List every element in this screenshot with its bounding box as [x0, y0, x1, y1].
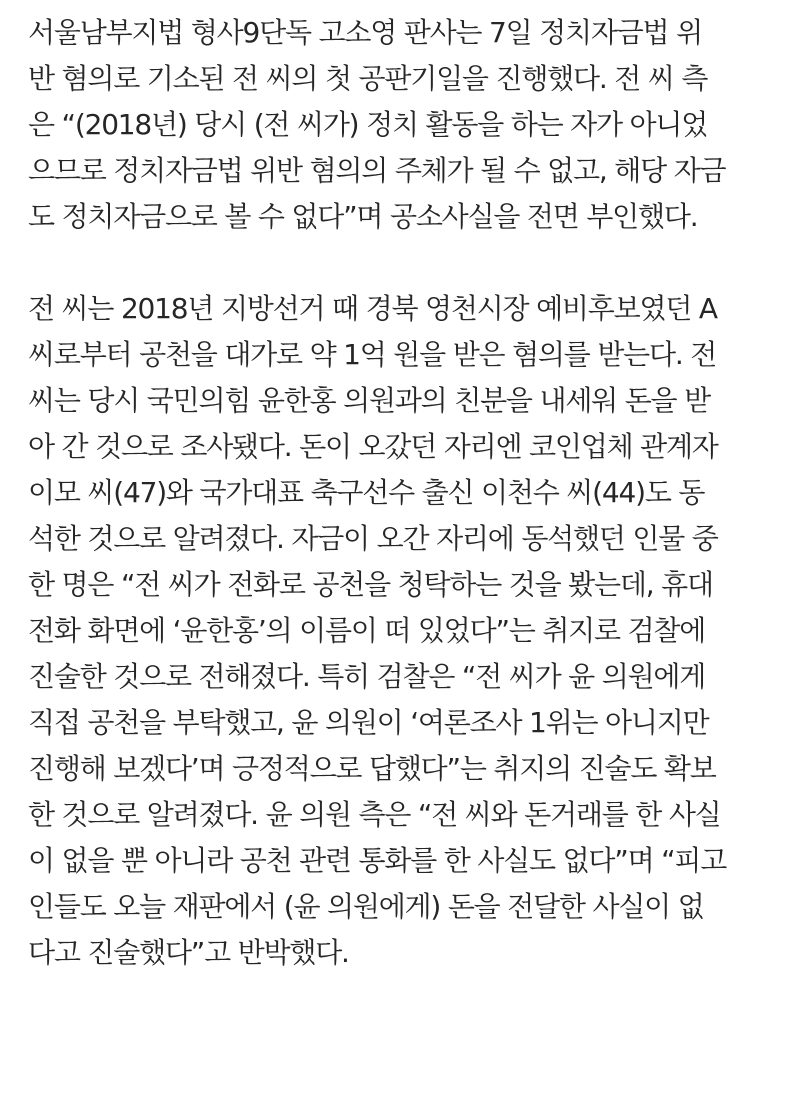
text-line: 으므로 정치자금법 위반 혐의의 주체가 될 수 없고, 해당 자금	[28, 154, 726, 187]
article-body	[28, 10, 778, 976]
text-line: 아 간 것으로 조사됐다. 돈이 오갔던 자리엔 코인업체 관계자	[28, 430, 718, 463]
text-line: 인들도 오늘 재판에서 (윤 의원에게) 돈을 전달한 사실이 없	[28, 890, 704, 923]
text-line: 진행해 보겠다’며 긍정적으로 답했다”는 취지의 진술도 확보	[28, 752, 716, 785]
text-line: 전 씨는 2018년 지방선거 때 경북 영천시장 예비후보였던 A	[28, 292, 717, 325]
text-line: 진술한 것으로 전해졌다. 특히 검찰은 “전 씨가 윤 의원에게	[28, 660, 706, 693]
text-line: 이 없을 뿐 아니라 공천 관련 통화를 한 사실도 없다”며 “피고	[28, 844, 727, 877]
text-line: 다고 진술했다”고 반박했다.	[28, 936, 349, 969]
text-line: 은 “(2018년) 당시 (전 씨가) 정치 활동을 하는 자가 아니었	[28, 108, 708, 141]
text-line: 직접 공천을 부탁했고, 윤 의원이 ‘여론조사 1위는 아니지만	[28, 706, 709, 739]
text-line: 석한 것으로 알려졌다. 자금이 오간 자리에 동석했던 인물 중	[28, 522, 718, 555]
text-line: 서울남부지법 형사9단독 고소영 판사는 7일 정치자금법 위	[28, 16, 702, 49]
paragraph-gap	[28, 240, 778, 286]
text-line: 도 정치자금으로 볼 수 없다”며 공소사실을 전면 부인했다.	[28, 200, 698, 233]
text-line: 반 혐의로 기소된 전 씨의 첫 공판기일을 진행했다. 전 씨 측	[28, 62, 708, 95]
paragraph-1	[28, 10, 778, 240]
paragraph-2	[28, 286, 778, 976]
text-line: 이모 씨(47)와 국가대표 축구선수 출신 이천수 씨(44)도 동	[28, 476, 705, 509]
text-line: 한 명은 “전 씨가 전화로 공천을 청탁하는 것을 봤는데, 휴대	[28, 568, 713, 601]
text-line: 한 것으로 알려졌다. 윤 의원 측은 “전 씨와 돈거래를 한 사실	[28, 798, 721, 831]
text-line: 전화 화면에 ‘윤한홍’의 이름이 떠 있었다”는 취지로 검찰에	[28, 614, 706, 647]
text-line: 씨로부터 공천을 대가로 약 1억 원을 받은 혐의를 받는다. 전	[28, 338, 717, 371]
text-line: 씨는 당시 국민의힘 윤한홍 의원과의 친분을 내세워 돈을 받	[28, 384, 710, 417]
